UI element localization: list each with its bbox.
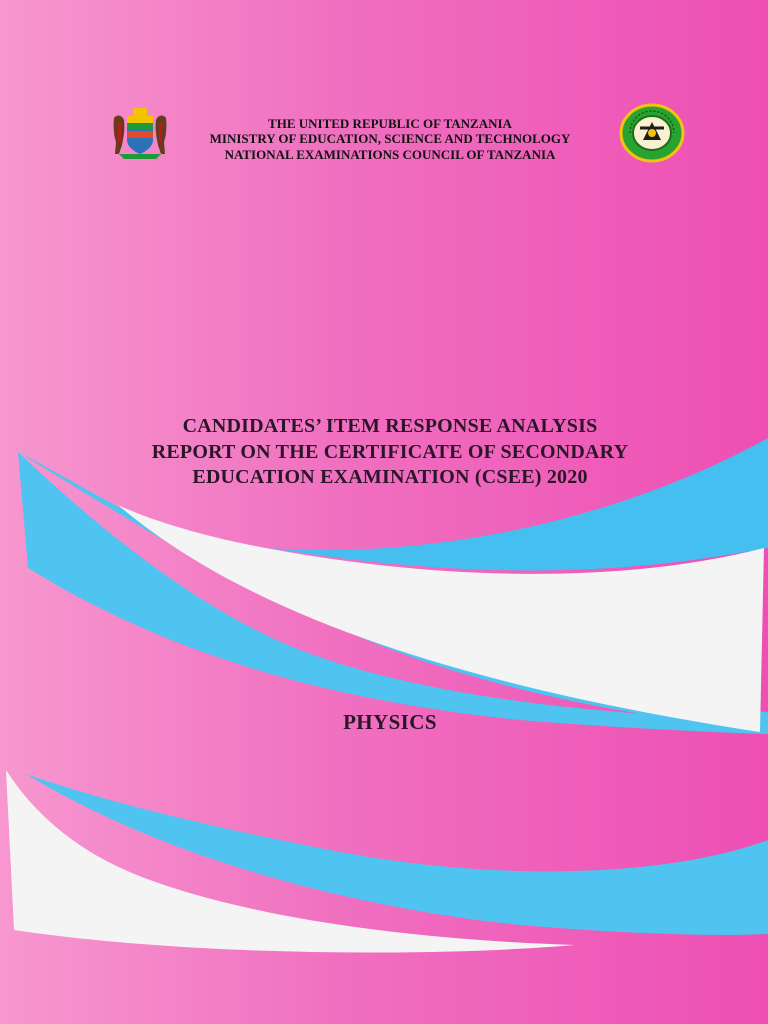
country-name: THE UNITED REPUBLIC OF TANZANIA (268, 116, 512, 131)
coat-of-arms-icon (109, 106, 171, 160)
subject-title: PHYSICS (343, 710, 437, 734)
report-title-line-3: EDUCATION EXAMINATION (CSEE) 2020 (192, 466, 588, 488)
report-title-line-1: CANDIDATES’ ITEM RESPONSE ANALYSIS (182, 415, 598, 437)
report-title-line-2: REPORT ON THE CERTIFICATE OF SECONDARY (151, 441, 629, 463)
council-name: NATIONAL EXAMINATIONS COUNCIL OF TANZANIA (224, 147, 556, 162)
examinations-council-seal-icon (618, 102, 686, 164)
ministry-name: MINISTRY OF EDUCATION, SCIENCE AND TECHNOLOGY (209, 131, 571, 146)
